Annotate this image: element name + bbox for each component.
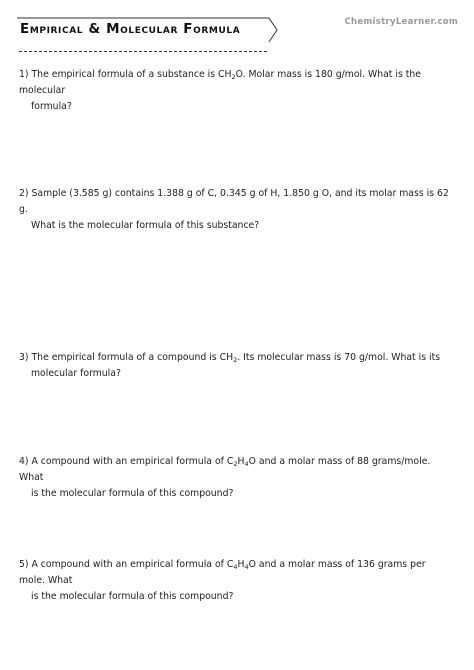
question-2-line-1: 2) Sample (3.585 g) contains 1.388 g of C, 0.345 g of H, 1.850 g O, and its molar mass is 62 g.: [19, 188, 449, 215]
question-5-line-2: is the molecular formula of this compound?: [31, 591, 234, 602]
question-3-line-2: molecular formula?: [31, 368, 121, 379]
question-3: [19, 350, 449, 382]
question-4-line-2: is the molecular formula of this compound?: [31, 488, 234, 499]
question-3-line-1: 3) The empirical formula of a compound is $CH_2$. Its molecular mass is 70 g/mol. What is its: [19, 352, 441, 364]
question-5-line-1: 5) A compound with an empirical formula of $C_4H_4O$ and a molar mass of 136 grams per mole. What: [19, 559, 426, 586]
title-dashed-divider: [19, 51, 267, 52]
question-5: [19, 557, 449, 605]
brand-label: ChemistryLearner.com: [344, 17, 458, 27]
question-1-line-2: formula?: [31, 101, 72, 112]
question-2-line-2: What is the molecular formula of this substance?: [31, 220, 260, 231]
question-1-line-1: 1) The empirical formula of a substance is $CH_2O$. Molar mass is 180 g/mol. What is the molecular: [19, 69, 422, 96]
question-4: [19, 454, 449, 502]
question-1: [19, 67, 449, 115]
question-2: [19, 186, 449, 234]
question-4-line-1: 4) A compound with an empirical formula of $C_2H_4O$ and a molar mass of 88 grams/mole. What: [19, 456, 431, 483]
title-banner: [17, 16, 279, 46]
page-title: Empirical & Molecular Formula: [20, 21, 241, 37]
